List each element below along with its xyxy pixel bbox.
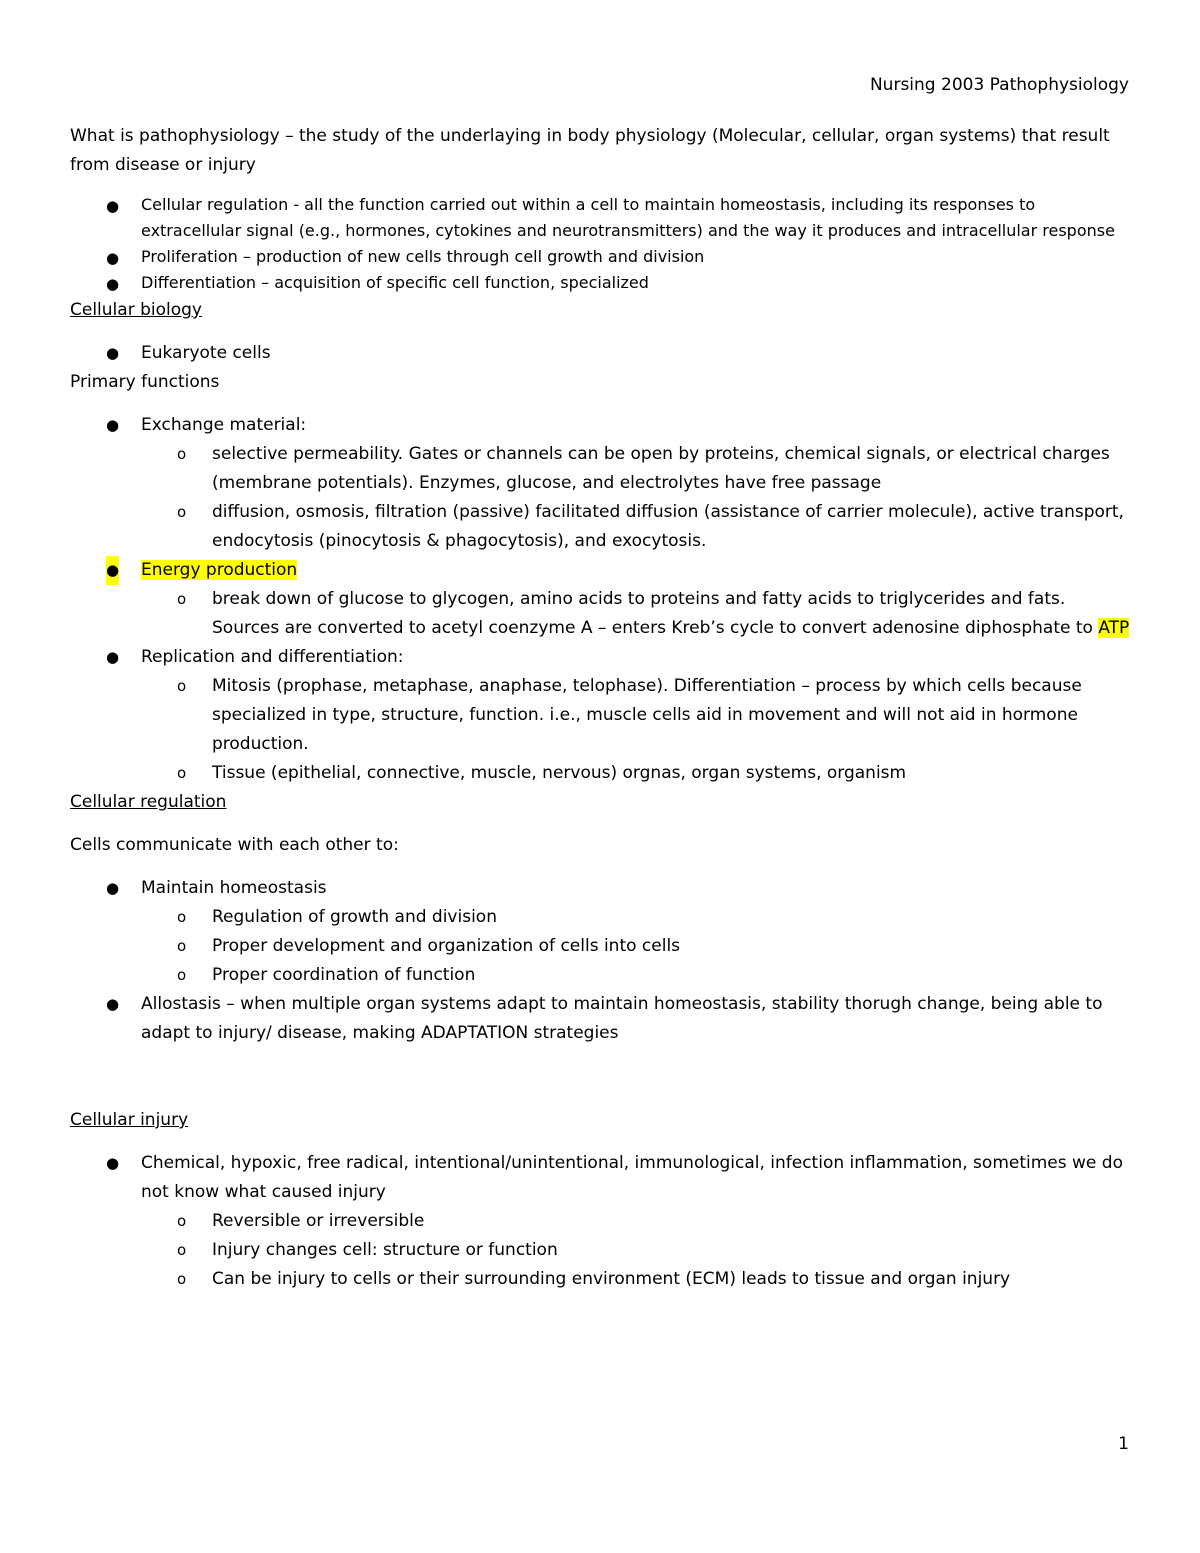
sub-bullet-icon: o [177,937,187,955]
list-item [70,556,1135,643]
sub-bullet-icon: o [177,908,187,926]
list-item: ● Exchange material: o selective permeability. Gates or channels can be open by proteins, chemical signals, or electrical charges (membrane potentials). Enzymes, glucose, and electrolytes have free passage o diffusion, osmosis, filtration (passive) facilitated diffusion (assistance of carrier molecule), active transport, endocytosis (pinocytosis & phagocytosis), and exocytosis. [70,411,1135,556]
bullet-icon: ● [106,556,119,585]
sub-list-item: o break down of glucose to glycogen, amino acids to proteins and fatty acids to triglycerides and fats. Sources are converted to acetyl coenzyme A – enters Kreb’s cycle to convert adenosine diphosphate to ATP [141,585,1135,643]
bullet-icon: ● [106,344,120,362]
sub-bullet-icon: o [177,445,187,463]
cellular-injury-list [70,1149,1135,1294]
sub-list-item: o Tissue (epithelial, connective, muscle, nervous) orgnas, organ systems, organism [141,759,1135,788]
paragraph: Cells communicate with each other to: [70,835,399,855]
sub-list [141,1207,1135,1294]
sub-list-item: o Injury changes cell: structure or function [141,1236,1135,1265]
bullet-icon: ● [106,995,120,1013]
sub-bullet-icon: o [177,503,187,521]
sub-bullet-icon: o [177,1241,187,1259]
cellular-biology-list [70,339,1135,368]
bullet-icon: ● [106,197,120,215]
list-item: ● Cellular regulation - all the function carried out within a cell to maintain homeostasis, including its responses to extracellular signal (e.g., hormones, cytokines and neurotransmitters) and the way it produces and intracellular response [70,192,1135,244]
page-number: 1 [1118,1434,1129,1454]
sub-bullet-icon: o [177,764,187,782]
document-body [70,122,1135,1294]
bullet-icon: ● [106,275,120,293]
sub-bullet-icon: o [177,1212,187,1230]
list-item: ● Replication and differentiation: o Mitosis (prophase, metaphase, anaphase, telophase). Differentiation – process by which cells because specialized in type, structure, function. i.e., muscle cells aid in movement and will not aid in hormone production. o Tissue (epithelial, connective, muscle, nervous) orgnas, organ systems, organism [70,643,1135,788]
sub-list-item: o Mitosis (prophase, metaphase, anaphase, telophase). Differentiation – process by which cells because specialized in type, structure, function. i.e., muscle cells aid in movement and will not aid in hormone production. [141,672,1135,759]
sub-list-item: o Reversible or irreversible [141,1207,1135,1236]
primary-functions-list [70,411,1135,788]
sub-list-item: o Proper development and organization of cells into cells [141,932,1135,961]
bullet-icon: ● [106,416,120,434]
list-item: ● Allostasis – when multiple organ systems adapt to maintain homeostasis, stability thorugh change, being able to adapt to injury/ disease, making ADAPTATION strategies [70,990,1135,1048]
section-heading-primary-functions: Primary functions [70,372,220,392]
bullet-icon: ● [106,249,120,267]
sub-list [141,903,1135,990]
section-heading-cellular-biology: Cellular biology [70,300,202,320]
list-item: ● Differentiation – acquisition of specific cell function, specialized [70,270,1135,296]
sub-list-item: o Regulation of growth and division [141,903,1135,932]
sub-list-item: o Can be injury to cells or their surrounding environment (ECM) leads to tissue and organ injury [141,1265,1135,1294]
list-item: ● Chemical, hypoxic, free radical, intentional/unintentional, immunological, infection inflammation, sometimes we do not know what caused injury o Reversible or irreversible o Injury changes cell: structure or function o Can be injury to cells or their surrounding environment (ECM) leads to tissue and organ injury [70,1149,1135,1294]
sub-bullet-icon: o [177,966,187,984]
highlighted-text: Energy production [141,560,298,580]
sub-list [141,672,1135,788]
sub-bullet-icon: o [177,1270,187,1288]
section-heading-cellular-injury: Cellular injury [70,1110,189,1130]
page-header: Nursing 2003 Pathophysiology [869,75,1129,95]
sub-list-item: o diffusion, osmosis, filtration (passive) facilitated diffusion (assistance of carrier molecule), active transport, endocytosis (pinocytosis & phagocytosis), and exocytosis. [141,498,1135,556]
sub-list-item: o selective permeability. Gates or channels can be open by proteins, chemical signals, or electrical charges (membrane potentials). Enzymes, glucose, and electrolytes have free passage [141,440,1135,498]
sub-list [141,440,1135,556]
list-item: ● Maintain homeostasis o Regulation of growth and division o Proper development and organization of cells into cells o Proper coordination of function [70,874,1135,990]
sub-bullet-icon: o [177,590,187,608]
cellular-regulation-list [70,874,1135,1048]
intro-bullet-list [70,192,1135,296]
bullet-icon: ● [106,879,120,897]
sub-bullet-icon: o [177,677,187,695]
highlighted-text: ATP [1098,618,1130,638]
bullet-icon: ● [106,1154,120,1172]
intro-paragraph: What is pathophysiology – the study of the underlaying in body physiology (Molecular, cellular, organ systems) that result from disease or injury [70,126,1110,175]
list-item: ● Proliferation – production of new cells through cell growth and division [70,244,1135,270]
bullet-icon: ● [106,648,120,666]
section-heading-cellular-regulation: Cellular regulation [70,792,227,812]
sub-list [141,585,1135,643]
sub-list-item: o Proper coordination of function [141,961,1135,990]
list-item: ● Eukaryote cells [70,339,1135,368]
